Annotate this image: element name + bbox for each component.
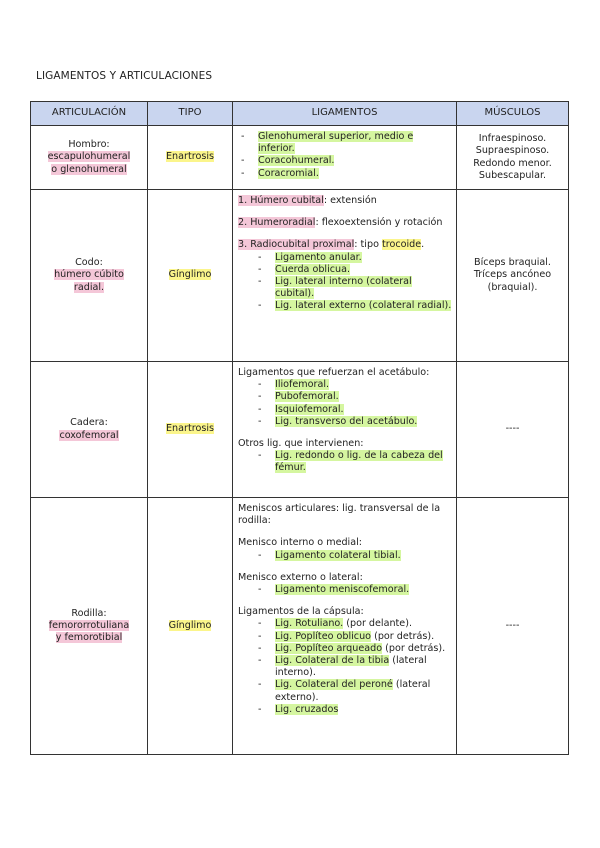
table-row bbox=[31, 126, 569, 190]
muscles-cell bbox=[457, 362, 569, 498]
table-row bbox=[31, 190, 569, 362]
header-tipo: TIPO bbox=[148, 102, 233, 126]
muscles-cell bbox=[457, 126, 569, 190]
ligament-name: Lig. transverso del acetábulo. bbox=[275, 415, 418, 427]
ligament-list bbox=[238, 450, 452, 474]
type-label: Enartrosis bbox=[166, 151, 214, 163]
section-intro: Menisco externo o lateral: bbox=[238, 571, 363, 583]
ligament-name: Ligamento anular. bbox=[275, 251, 362, 263]
ligament-name: Coracohumeral. bbox=[258, 155, 335, 167]
type-cell bbox=[148, 190, 233, 362]
articulation-cell bbox=[31, 190, 148, 362]
section-intro: Ligamentos de la cápsula: bbox=[238, 606, 364, 618]
list-item bbox=[238, 276, 452, 300]
list-item bbox=[238, 655, 452, 679]
joint-item bbox=[238, 239, 452, 251]
ligament-name: Lig. cruzados bbox=[275, 703, 339, 715]
type-cell bbox=[148, 498, 233, 755]
muscle-name: Redondo menor. bbox=[473, 157, 552, 169]
articulation-subname: o glenohumeral bbox=[51, 163, 127, 175]
muscles-cell bbox=[457, 498, 569, 755]
list-item bbox=[238, 631, 452, 643]
joint-item-label: 2. Humeroradial bbox=[238, 217, 316, 229]
joint-item-type: trocoide bbox=[381, 239, 422, 251]
table-row bbox=[31, 498, 569, 755]
list-item bbox=[238, 450, 452, 474]
type-label: Gínglimo bbox=[168, 269, 212, 281]
list-item bbox=[238, 416, 452, 428]
list-item bbox=[238, 618, 452, 630]
ligament-name: Glenohumeral superior, medio e inferior. bbox=[258, 131, 414, 155]
list-item bbox=[238, 550, 452, 562]
ligament-list bbox=[238, 379, 452, 428]
articulation-subname: coxofemoral bbox=[59, 429, 119, 441]
joint-item bbox=[238, 195, 452, 207]
ligament-list bbox=[238, 131, 452, 180]
articulation-subname: húmero cúbito bbox=[54, 269, 124, 281]
list-item bbox=[238, 679, 452, 703]
type-label: Gínglimo bbox=[168, 619, 212, 631]
articulation-name: Cadera: bbox=[70, 417, 108, 429]
articulation-cell bbox=[31, 126, 148, 190]
type-label: Enartrosis bbox=[166, 423, 214, 435]
ligament-name: Lig. Colateral del peroné bbox=[275, 679, 393, 691]
joint-item-desc: : flexoextensión y rotación bbox=[315, 217, 443, 229]
ligament-name: Lig. lateral interno (colateral cubital). bbox=[275, 276, 412, 300]
ligament-name: Isquiofemoral. bbox=[275, 403, 344, 415]
muscles-cell bbox=[457, 190, 569, 362]
ligaments-table bbox=[30, 101, 569, 755]
ligaments-cell bbox=[233, 362, 457, 498]
ligament-list bbox=[238, 550, 452, 562]
joint-item-desc: : extensión bbox=[323, 195, 377, 206]
ligament-list bbox=[238, 584, 452, 596]
type-cell bbox=[148, 362, 233, 498]
articulation-cell bbox=[31, 362, 148, 498]
ligament-name: Cuerda oblicua. bbox=[275, 263, 351, 275]
section-intro: Menisco interno o medial: bbox=[238, 537, 363, 549]
muscle-name: (braquial). bbox=[487, 281, 538, 293]
list-item bbox=[238, 168, 452, 180]
ligament-note: (por delante). bbox=[343, 618, 413, 630]
ligament-note: (lateral interno). bbox=[275, 655, 427, 679]
ligament-name: Ligamento meniscofemoral. bbox=[275, 584, 410, 596]
muscle-name: Supraespinoso. bbox=[475, 145, 550, 157]
ligaments-cell bbox=[233, 190, 457, 362]
list-item bbox=[238, 264, 452, 276]
header-musculos: MÚSCULOS bbox=[457, 102, 569, 126]
muscle-name: ---- bbox=[505, 423, 520, 435]
articulation-subname: y femorotibial bbox=[55, 632, 123, 644]
ligament-name: Ligamento colateral tibial. bbox=[275, 549, 401, 561]
list-item bbox=[238, 704, 452, 716]
ligament-name: Coracromial. bbox=[258, 167, 319, 179]
section-intro: Meniscos articulares: lig. transversal de la rodilla: bbox=[238, 503, 441, 527]
muscle-name: Infraespinoso. bbox=[478, 133, 547, 145]
section-intro: Ligamentos que refuerzan el acetábulo: bbox=[238, 367, 430, 378]
ligament-note: (lateral externo). bbox=[275, 679, 431, 703]
articulation-name: Hombro: bbox=[68, 139, 110, 151]
muscle-name: Tríceps ancóneo bbox=[473, 269, 552, 281]
ligament-name: Lig. Poplíteo oblicuo bbox=[275, 630, 372, 642]
joint-item-label: 1. Húmero cubital bbox=[238, 195, 324, 206]
joint-item-end: . bbox=[421, 239, 425, 251]
ligament-name: Lig. Colateral de la tibia bbox=[275, 655, 390, 667]
ligament-name: Pubofemoral. bbox=[275, 391, 339, 403]
type-cell bbox=[148, 126, 233, 190]
list-item bbox=[238, 379, 452, 391]
ligament-note: (por detrás). bbox=[371, 630, 435, 642]
list-item bbox=[238, 300, 452, 312]
muscle-name: Bíceps braquial. bbox=[474, 257, 551, 269]
ligaments-cell bbox=[233, 126, 457, 190]
articulation-cell bbox=[31, 498, 148, 755]
ligament-name: Lig. Rotuliano. bbox=[275, 618, 344, 630]
joint-item bbox=[238, 217, 452, 229]
articulation-name: Rodilla: bbox=[71, 607, 107, 619]
muscle-name: ---- bbox=[505, 619, 520, 631]
articulation-subname: femororrotuliana bbox=[48, 619, 130, 631]
ligament-name: Lig. lateral externo (colateral radial). bbox=[275, 300, 452, 312]
articulation-name: Codo: bbox=[75, 257, 103, 269]
ligament-list bbox=[238, 252, 452, 313]
ligament-note: (por detrás). bbox=[382, 642, 446, 654]
ligament-name: Iliofemoral. bbox=[275, 379, 330, 391]
list-item bbox=[238, 155, 452, 167]
ligament-name: Lig. Poplíteo arqueado bbox=[275, 642, 383, 654]
ligament-list bbox=[238, 618, 452, 716]
joint-item-desc: : tipo bbox=[354, 239, 382, 251]
articulation-subname: escapulohumeral bbox=[47, 151, 131, 163]
list-item bbox=[238, 131, 452, 155]
header-articulacion: ARTICULACIÓN bbox=[31, 102, 148, 126]
section-intro: Otros lig. que intervienen: bbox=[238, 438, 364, 450]
list-item bbox=[238, 404, 452, 416]
list-item bbox=[238, 643, 452, 655]
ligaments-cell bbox=[233, 498, 457, 755]
list-item bbox=[238, 391, 452, 403]
document-title: LIGAMENTOS Y ARTICULACIONES bbox=[36, 70, 213, 82]
table-header-row bbox=[31, 102, 569, 126]
list-item bbox=[238, 584, 452, 596]
articulation-subname: radial. bbox=[73, 281, 105, 293]
ligament-name: Lig. redondo o lig. de la cabeza del fémur. bbox=[275, 450, 443, 474]
muscle-name: Subescapular. bbox=[478, 169, 547, 181]
joint-item-label: 3. Radiocubital proximal bbox=[238, 239, 355, 251]
table-row bbox=[31, 362, 569, 498]
list-item bbox=[238, 252, 452, 264]
header-ligamentos: LIGAMENTOS bbox=[233, 102, 457, 126]
